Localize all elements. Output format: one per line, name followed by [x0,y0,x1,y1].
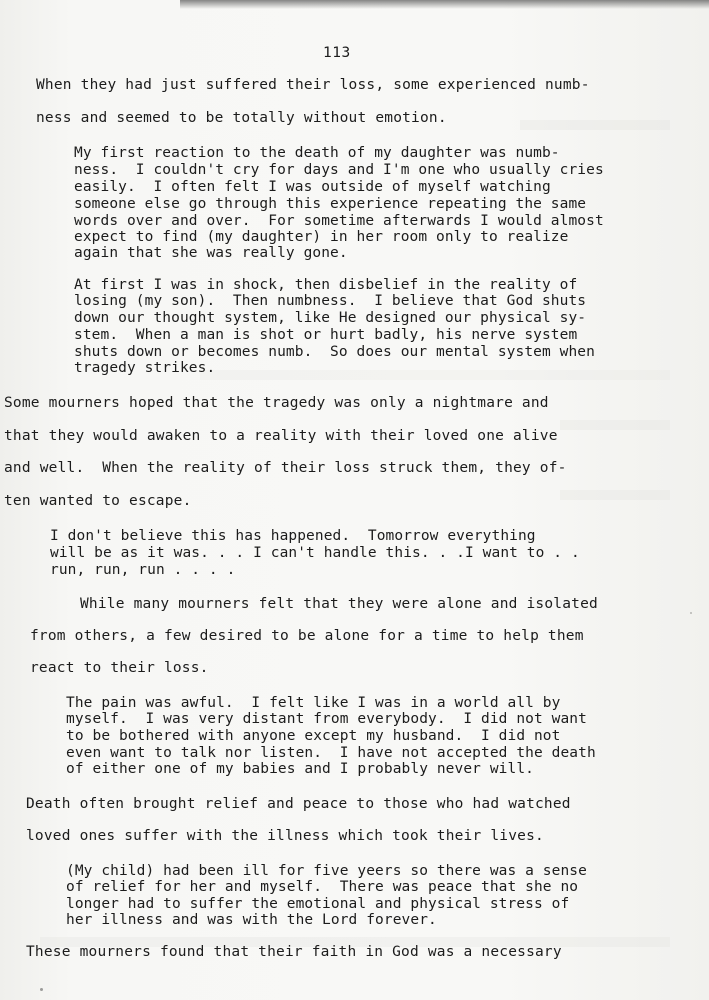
quote-line: expect to find (my daughter) in her room only to realize [74,229,569,245]
quote-line: easily. I often felt I was outside of myself watching [74,179,551,195]
scan-edge-shadow [180,0,709,9]
bleed-through-mark [560,420,670,430]
quote-line: to be bothered with anyone except my husband. I did not [66,728,561,744]
quote-line: of either one of my babies and I probably never will. [66,761,534,777]
quote-line: again that she was really gone. [74,245,348,261]
text-line: ness and seemed to be totally without emotion. [36,110,447,126]
text-line: from others, a few desired to be alone for a time to help them [30,628,584,644]
quote-line: words over and over. For sometime afterwards I would almost [74,213,604,229]
quote-line: of relief for her and myself. There was peace that she no [66,879,579,895]
quote-line: The pain was awful. I felt like I was in a world all by [66,695,561,711]
quote-line: losing (my son). Then numbness. I believe that God shuts [74,293,587,309]
quote-line: (My child) had been ill for five yeers so there was a sense [66,863,587,879]
quote-line: even want to talk nor listen. I have not accepted the death [66,745,596,761]
text-line: that they would awaken to a reality with their loved one alive [4,428,558,444]
text-line: These mourners found that their faith in God was a necessary [26,944,562,960]
quote-line: her illness and was with the Lord forever. [66,912,437,928]
text-line: Some mourners hoped that the tragedy was only a nightmare and [4,395,549,411]
bleed-through-mark [560,490,670,500]
quote-line: My first reaction to the death of my daughter was numb- [74,145,560,161]
quote-line: I don't believe this has happened. Tomorrow everything [50,528,536,544]
quote-line: stem. When a man is shot or hurt badly, his nerve system [74,327,578,343]
quote-line: shuts down or becomes numb. So does our mental system when [74,344,595,360]
quote-line: run, run, run . . . . [50,562,236,578]
quote-line: someone else go through this experience repeating the same [74,196,587,212]
quote-line: will be as it was. . . I can't handle this. . .I want to . . [50,545,580,561]
bleed-through-mark [520,120,670,130]
quote-line: longer had to suffer the emotional and physical stress of [66,896,570,912]
text-line: and well. When the reality of their loss struck them, they of- [4,460,567,476]
text-line: react to their loss. [30,660,209,676]
dust-speck [690,612,692,614]
text-line: When they had just suffered their loss, some experienced numb- [36,77,590,93]
dust-speck [40,988,43,991]
quote-line: At first I was in shock, then disbelief in the reality of [74,277,578,293]
text-line: While many mourners felt that they were alone and isolated [80,596,598,612]
bleed-through-mark [200,370,670,380]
quote-line: down our thought system, like He designed our physical sy- [74,310,587,326]
text-line: loved ones suffer with the illness which took their lives. [26,828,544,844]
text-line: ten wanted to escape. [4,493,192,509]
page-number: 113 [323,45,351,61]
quote-line: myself. I was very distant from everybody. I did not want [66,711,587,727]
quote-line: tragedy strikes. [74,360,216,376]
text-line: Death often brought relief and peace to those who had watched [26,796,571,812]
quote-line: ness. I couldn't cry for days and I'm one who usually cries [74,162,604,178]
